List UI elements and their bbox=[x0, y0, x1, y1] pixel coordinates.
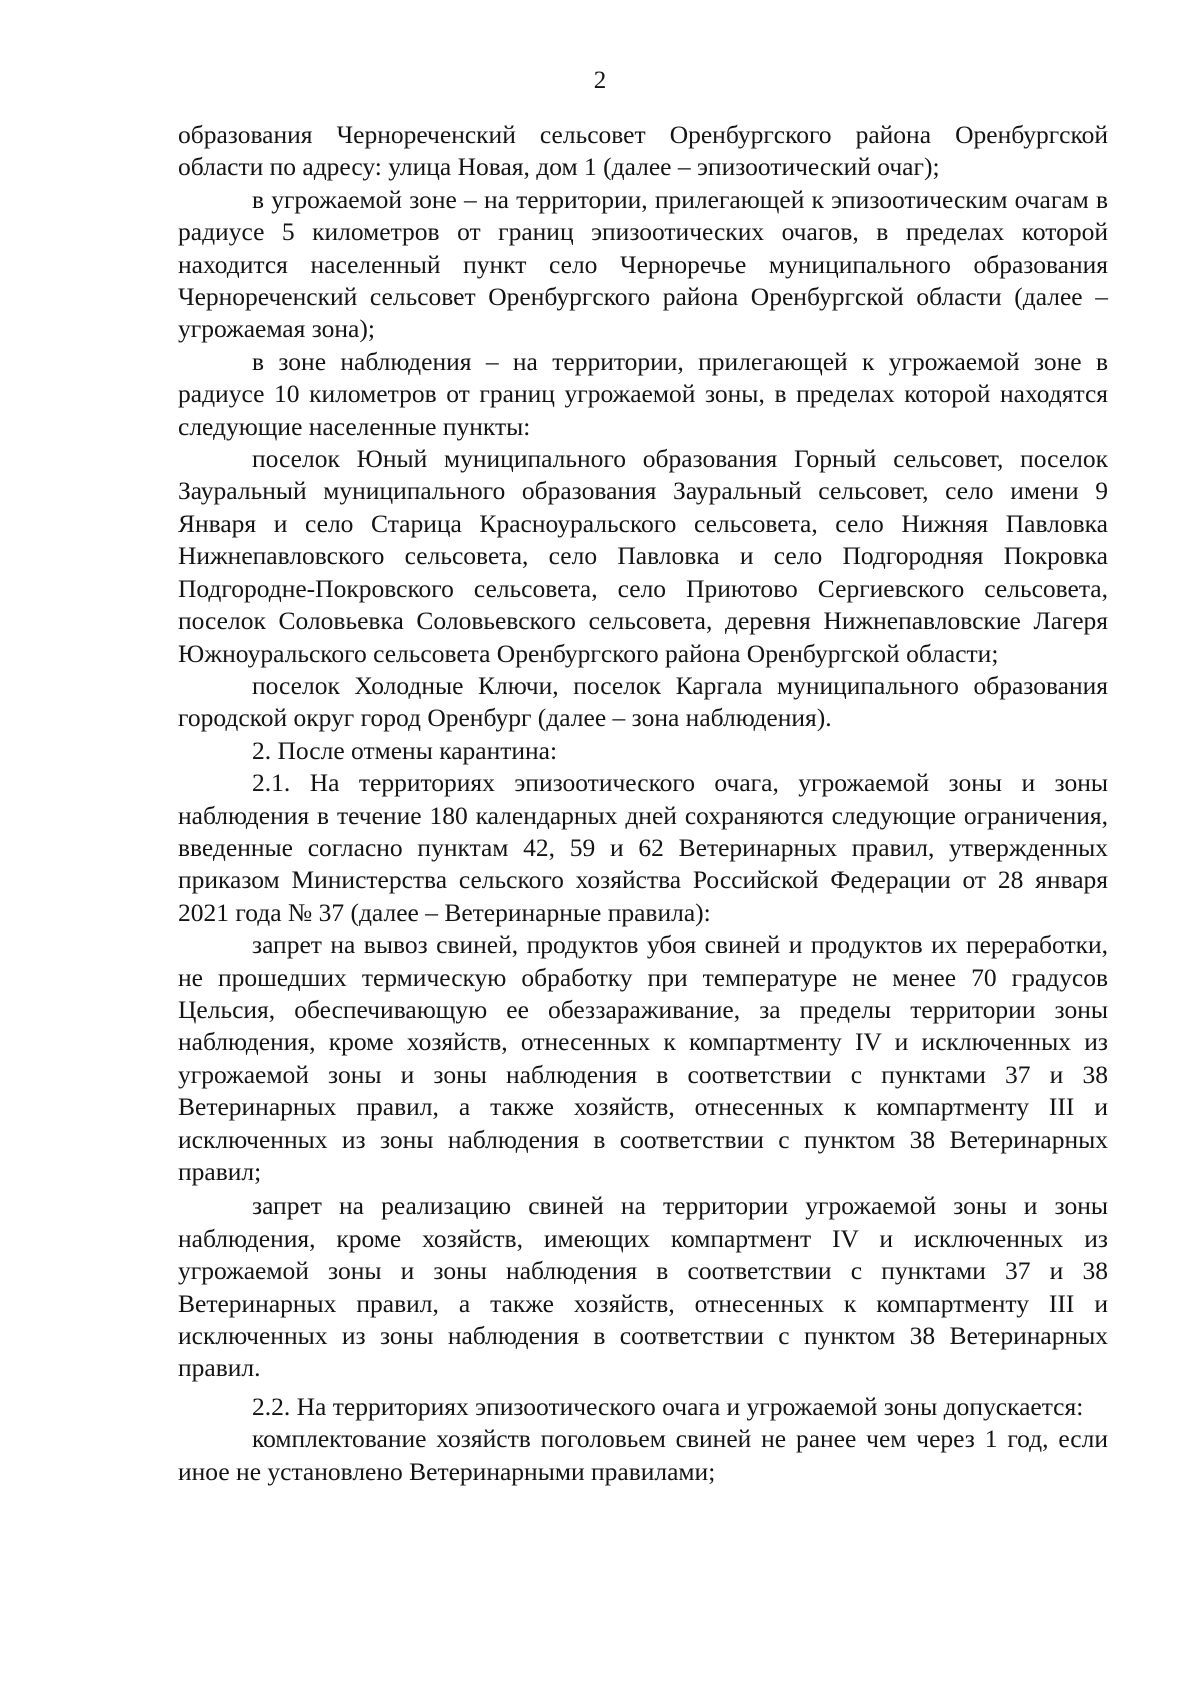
paragraph-threatened-zone: в угрожаемой зоне – на территории, прилегающей к эпизоотическим очагам в радиусе 5 километров от границ эпизоотических очагов, в пределах которой находится населенный пункт село Черноречье муниципального образования Чернореченский сельсовет Оренбургского района Оренбургской области (далее – угрожаемая зона); bbox=[178, 184, 1108, 344]
paragraph-restocking: комплектование хозяйств поголовьем свиней не ранее чем через 1 год, если иное не установлено Ветеринарными правилами; bbox=[178, 1424, 1108, 1486]
page-number: 2 bbox=[593, 67, 607, 94]
paragraph-item-2-1: 2.1. На территориях эпизоотического очага, угрожаемой зоны и зоны наблюдения в течение 180 календарных дней сохраняются следующие ограничения, введенные согласно пунктам 42, 59 и 62 Ветеринарных правил, утвержденных приказом Министерства сельского хозяйства Российской Федерации от 28 января 2021 года № 37 (далее – Ветеринарные правила): bbox=[178, 768, 1108, 927]
document-body bbox=[178, 119, 1108, 1488]
paragraph-item-2: 2. После отмены карантина: bbox=[252, 735, 558, 765]
paragraph-settlements-list: поселок Юный муниципального образования Горный сельсовет, поселок Зауральный муниципального образования Зауральный сельсовет, село имени 9 Января и село Старица Красноуральского сельсовета, село Нижняя Павловка Нижнепавловского сельсовета, село Павловка и село Подгородняя Покровка Подгородне-Покровского сельсовета, село Приютово Сергиевского сельсовета, поселок Соловьевка Соловьевского сельсовета, деревня Нижнепавловские Лагеря Южноуральского сельсовета Оренбургского района Оренбургской области; bbox=[178, 444, 1108, 668]
paragraph-export-ban: запрет на вывоз свиней, продуктов убоя свиней и продуктов их переработки, не прошедших термическую обработку при температуре не менее 70 градусов Цельсия, обеспечивающую ее обеззараживание, за пределы территории зоны наблюдения, кроме хозяйств, отнесенных к компартменту IV и исключенных из угрожаемой зоны и зоны наблюдения в соответствии с пунктами 37 и 38 Ветеринарных правил, а также хозяйств, отнесенных к компартменту III и исключенных из зоны наблюдения в соответствии с пунктом 38 Ветеринарных правил; bbox=[178, 930, 1108, 1186]
paragraph-epizootic-focus-continuation: образования Чернореченский сельсовет Оренбургского района Оренбургской области по адресу: улица Новая, дом 1 (далее – эпизоотический очаг); bbox=[178, 120, 1108, 182]
paragraph-orenburg-settlements: поселок Холодные Ключи, поселок Каргала муниципального образования городской округ город Оренбург (далее – зона наблюдения). bbox=[178, 670, 1108, 733]
paragraph-observation-zone: в зоне наблюдения – на территории, прилегающей к угрожаемой зоне в радиусе 10 километров от границ угрожаемой зоны, в пределах которой находятся следующие населенные пункты: bbox=[178, 346, 1108, 441]
paragraph-item-2-2: 2.2. На территориях эпизоотического очага и угрожаемой зоны допускается: bbox=[252, 1391, 1084, 1421]
paragraph-sale-ban: запрет на реализацию свиней на территории угрожаемой зоны и зоны наблюдения, кроме хозяйств, имеющих компартмент IV и исключенных из угрожаемой зоны и зоны наблюдения в соответствии с пунктами 37 и 38 Ветеринарных правил, а также хозяйств, отнесенных к компартменту III и исключенных из зоны наблюдения в соответствии с пунктом 38 Ветеринарных правил. bbox=[178, 1191, 1108, 1383]
